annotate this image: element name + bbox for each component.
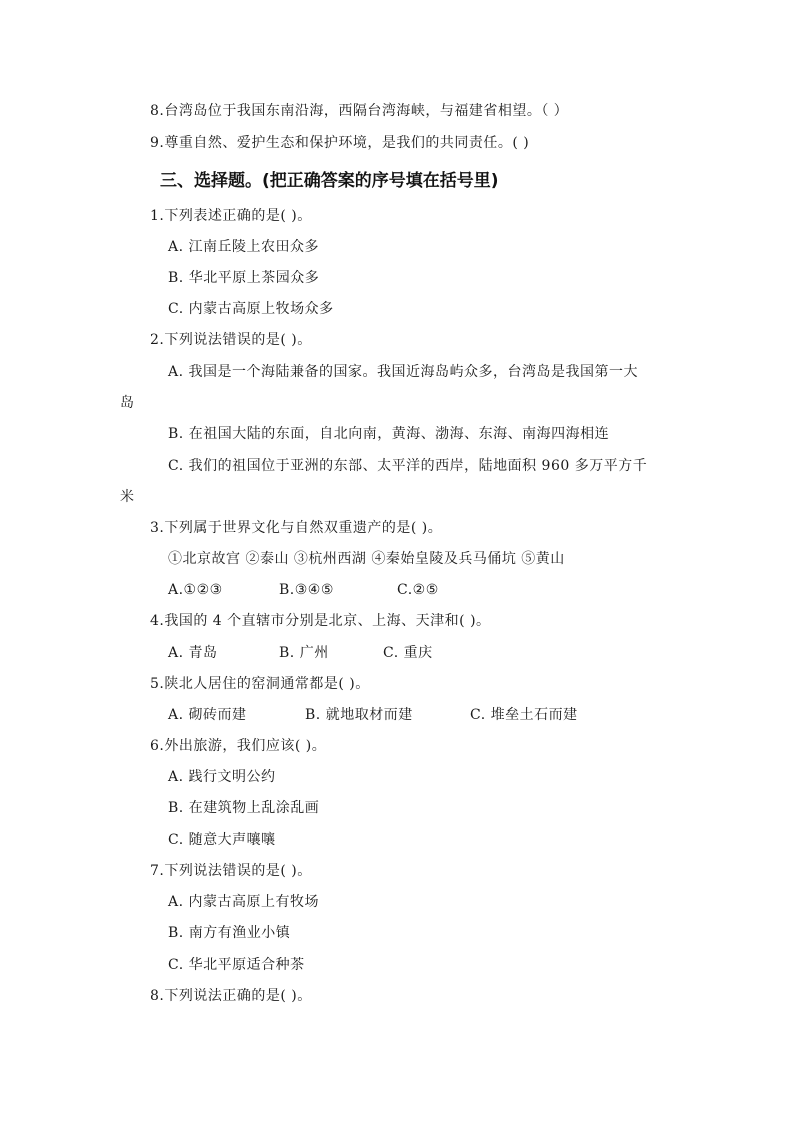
q7-option-b: B. 南方有渔业小镇 [168, 925, 291, 941]
q3-option-b: B.③④⑤ [279, 582, 334, 598]
q2-option-b: B. 在祖国大陆的东面，自北向南，黄海、渤海、东海、南海四海相连 [168, 426, 610, 442]
q2-option-a-line2: 岛 [120, 395, 135, 411]
q2-stem: 2.下列说法错误的是( )。 [150, 332, 312, 348]
tf-question-8: 8.台湾岛位于我国东南沿海，西隔台湾海峡，与福建省相望。（ ） [150, 103, 569, 119]
q7-stem: 7.下列说法错误的是( )。 [150, 863, 312, 879]
q5-option-a: A. 砌砖而建 [168, 707, 247, 723]
q3-option-a: A.①②③ [168, 582, 223, 598]
q4-option-c: C. 重庆 [383, 645, 433, 661]
q6-option-c: C. 随意大声嚷嚷 [168, 832, 276, 848]
q6-stem: 6.外出旅游，我们应该( )。 [150, 738, 327, 754]
q3-items: ①北京故宫 ②泰山 ③杭州西湖 ④秦始皇陵及兵马俑坑 ⑤黄山 [168, 551, 565, 567]
q7-option-a: A. 内蒙古高原上有牧场 [168, 894, 320, 910]
q2-option-c-line1: C. 我们的祖国位于亚洲的东部、太平洋的西岸，陆地面积 960 多万平方千 [168, 458, 648, 474]
tf-question-9: 9.尊重自然、爱护生态和保护环境，是我们的共同责任。( ) [150, 135, 530, 151]
q3-stem: 3.下列属于世界文化与自然双重遗产的是( )。 [150, 520, 443, 536]
q2-option-a-line1: A. 我国是一个海陆兼备的国家。我国近海岛屿众多，台湾岛是我国第一大 [168, 364, 639, 380]
q4-stem: 4.我国的 4 个直辖市分别是北京、上海、天津和( )。 [150, 613, 491, 629]
q6-option-a: A. 践行文明公约 [168, 769, 276, 785]
q1-option-a: A. 江南丘陵上农田众多 [168, 239, 320, 255]
q3-option-c: C.②⑤ [397, 582, 439, 598]
q4-option-b: B. 广州 [279, 645, 329, 661]
q1-option-b: B. 华北平原上茶园众多 [168, 270, 320, 286]
q5-stem: 5.陕北人居住的窑洞通常都是( )。 [150, 676, 370, 692]
q1-stem: 1.下列表述正确的是( )。 [150, 208, 312, 224]
q4-option-a: A. 青岛 [168, 645, 218, 661]
section-heading-choice: 三、选择题。(把正确答案的序号填在括号里) [160, 171, 499, 191]
q8-stem: 8.下列说法正确的是( )。 [150, 988, 312, 1004]
q1-option-c: C. 内蒙古高原上牧场众多 [168, 301, 334, 317]
q5-option-b: B. 就地取材而建 [305, 707, 413, 723]
q2-option-c-line2: 米 [120, 489, 135, 505]
q5-option-c: C. 堆垒土石而建 [470, 707, 578, 723]
q6-option-b: B. 在建筑物上乱涂乱画 [168, 800, 320, 816]
q7-option-c: C. 华北平原适合种茶 [168, 957, 305, 973]
